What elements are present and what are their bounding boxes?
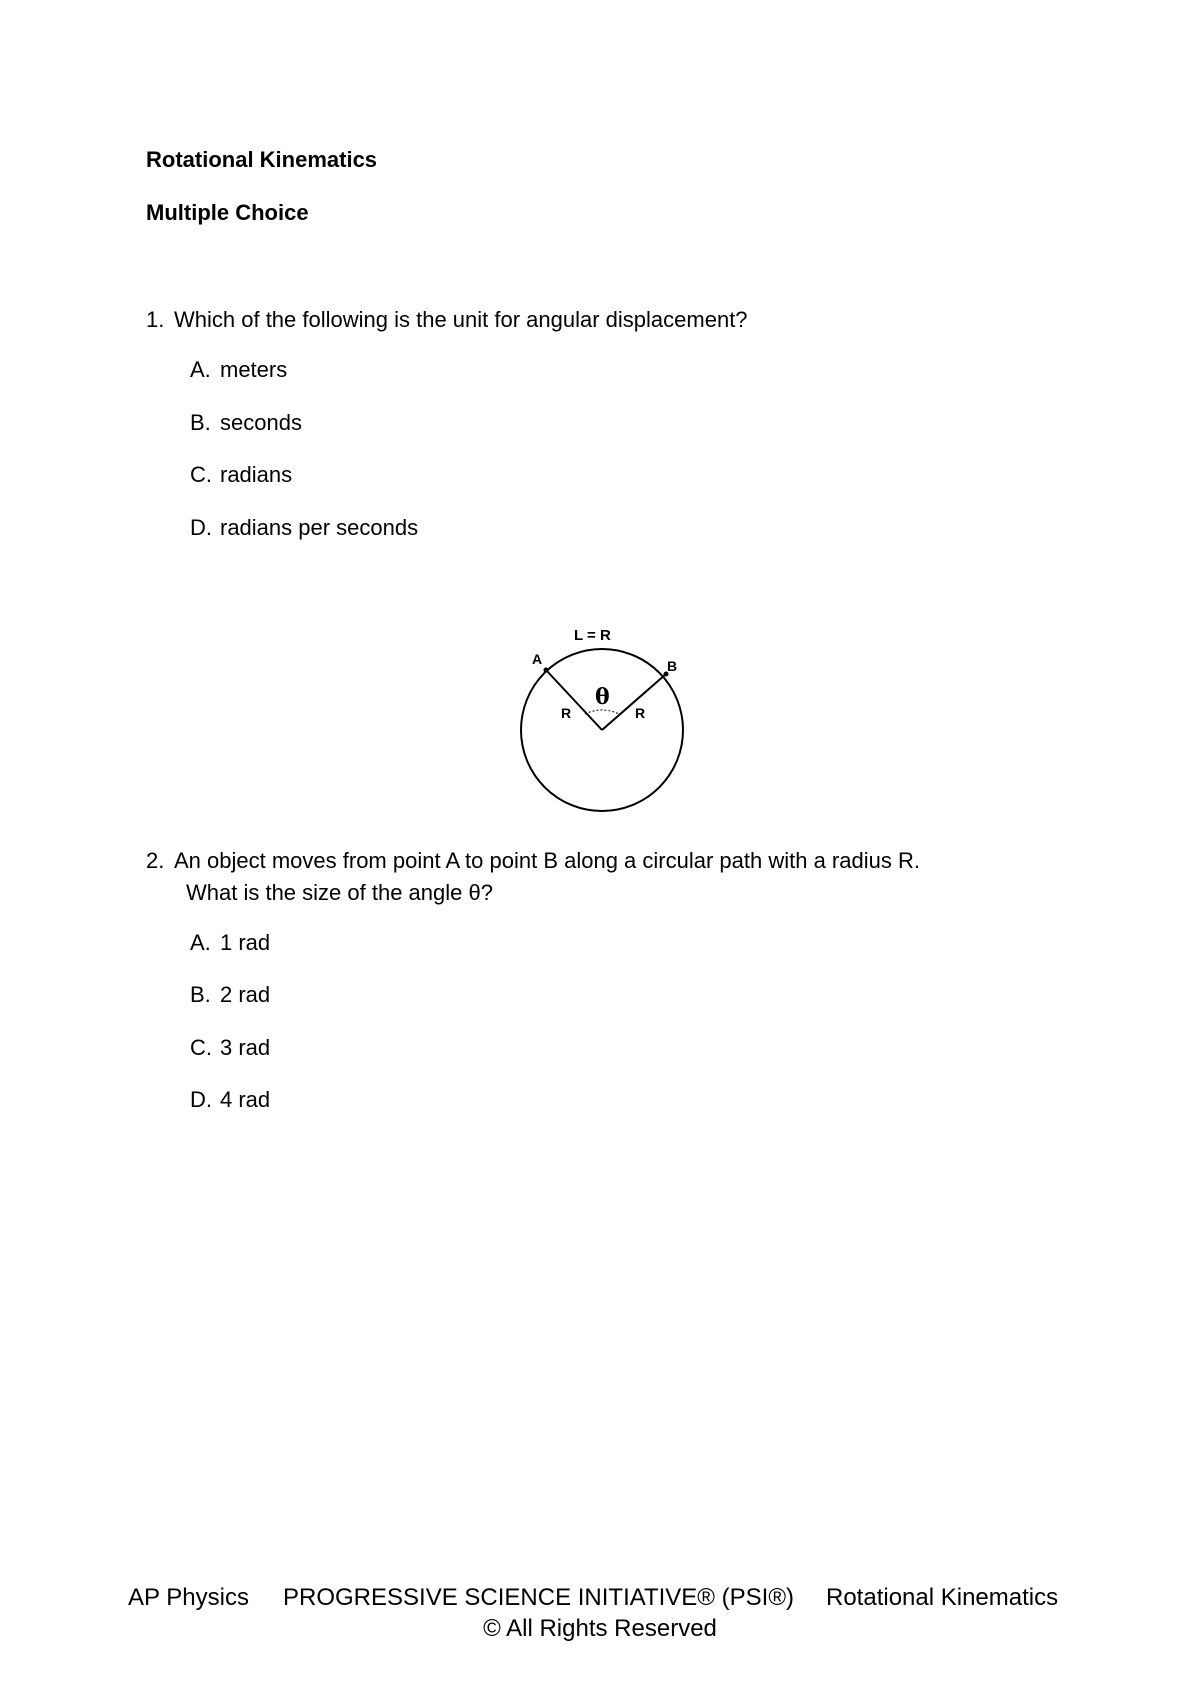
question-number: 2. xyxy=(146,848,165,873)
choice-2b xyxy=(190,982,270,1008)
choice-letter: D. xyxy=(190,1087,212,1112)
footer-copyright: © All Rights Reserved xyxy=(483,1615,717,1642)
choice-text: 3 rad xyxy=(220,1035,271,1060)
choice-2c xyxy=(190,1035,270,1061)
choice-1a xyxy=(190,357,287,383)
choice-text: radians per seconds xyxy=(220,515,419,540)
choice-letter: A. xyxy=(190,357,211,382)
choice-text: meters xyxy=(220,357,288,382)
radius-label-left: R xyxy=(561,705,572,721)
choice-2d xyxy=(190,1087,270,1113)
choice-letter: C. xyxy=(190,462,212,487)
angle-arc xyxy=(585,710,619,714)
choice-1b xyxy=(190,410,302,436)
arc-label: L = R xyxy=(574,627,611,644)
question-number: 1. xyxy=(146,307,165,332)
point-b-label: B xyxy=(667,658,678,674)
choice-2a xyxy=(190,930,270,956)
radius-line-a xyxy=(546,670,602,730)
question-text-continued: What is the size of the angle θ? xyxy=(186,880,493,905)
footer-topic: Rotational Kinematics xyxy=(826,1584,1059,1611)
radius-label-right: R xyxy=(635,705,646,721)
choice-text: 2 rad xyxy=(220,982,271,1007)
choice-text: seconds xyxy=(220,410,302,435)
choice-1c xyxy=(190,462,292,488)
choice-letter: C. xyxy=(190,1035,212,1060)
choice-text: 1 rad xyxy=(220,930,271,955)
choice-1d xyxy=(190,515,418,541)
point-a-label: A xyxy=(532,651,543,667)
point-a-dot xyxy=(544,668,549,673)
choice-letter: B. xyxy=(190,982,211,1007)
question-text: Which of the following is the unit for angular displacement? xyxy=(174,307,748,332)
question-1 xyxy=(146,304,748,336)
page-title: Rotational Kinematics xyxy=(146,147,378,172)
circle-diagram xyxy=(500,620,700,820)
question-2 xyxy=(146,845,920,909)
choice-text: radians xyxy=(220,462,293,487)
choice-text: 4 rad xyxy=(220,1087,271,1112)
radius-line-b xyxy=(602,674,666,730)
angle-theta-label: θ xyxy=(595,684,610,710)
footer-course: AP Physics xyxy=(128,1584,249,1611)
choice-letter: B. xyxy=(190,410,211,435)
choice-letter: A. xyxy=(190,930,211,955)
footer-publisher: PROGRESSIVE SCIENCE INITIATIVE® (PSI®) xyxy=(283,1584,795,1611)
section-heading: Multiple Choice xyxy=(146,200,309,225)
choice-letter: D. xyxy=(190,515,212,540)
question-text: An object moves from point A to point B along a circular path with a radius R. xyxy=(174,848,920,873)
